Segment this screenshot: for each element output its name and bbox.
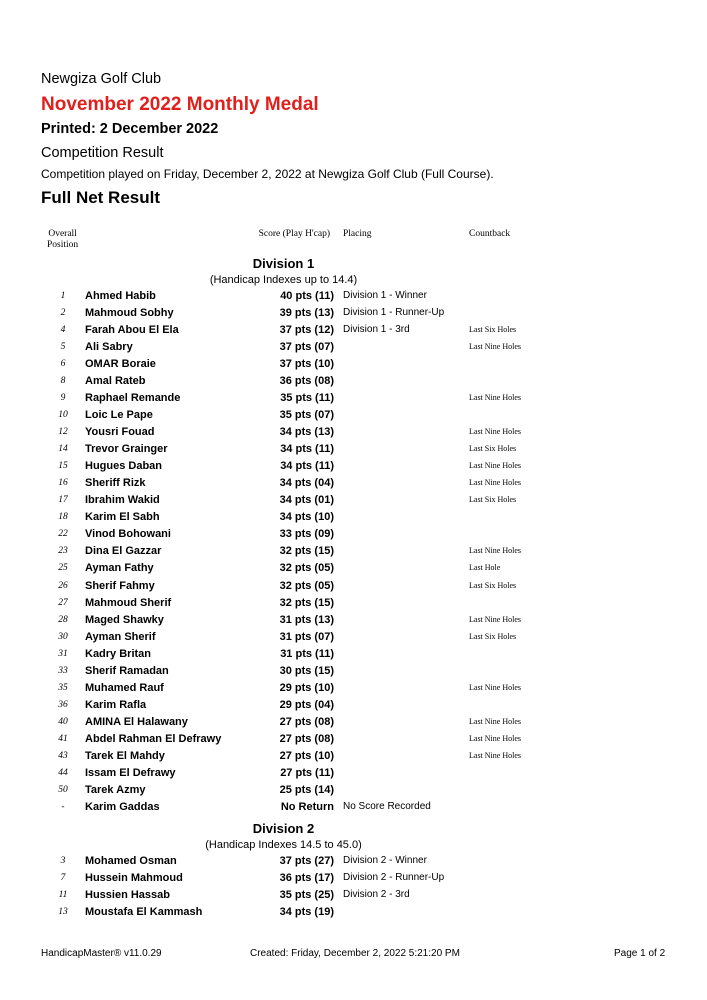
score-cell: 33 pts (09) — [279, 528, 334, 541]
score-cell: 32 pts (05) — [279, 579, 334, 592]
division-title: Division 1 — [252, 256, 315, 271]
column-header-countback: Countback — [469, 229, 511, 239]
position-cell: 1 — [60, 291, 66, 301]
score-cell: 27 pts (08) — [279, 715, 334, 728]
placing-cell: Division 2 - 3rd — [343, 889, 410, 900]
position-cell: 13 — [58, 907, 68, 917]
countback-cell: Last Nine Holes — [469, 614, 521, 624]
result-row — [0, 424, 707, 441]
score-cell: 25 pts (14) — [279, 783, 334, 796]
player-name-cell: Sherif Fahmy — [85, 579, 155, 592]
player-name-cell: Issam El Defrawy — [85, 766, 176, 779]
position-cell: 11 — [58, 890, 68, 900]
player-name-cell: Karim Gaddas — [85, 800, 160, 813]
position-cell: 36 — [58, 699, 68, 710]
footer-created: Created: Friday, December 2, 2022 5:21:20 PM — [250, 948, 460, 959]
player-name-cell: Kadry Britan — [85, 647, 152, 660]
position-cell: 16 — [58, 478, 68, 489]
position-cell: 5 — [60, 342, 66, 353]
player-name-cell: Raphael Remande — [85, 392, 181, 405]
position-cell: 28 — [58, 614, 68, 625]
result-row — [0, 526, 707, 543]
position-cell: 27 — [58, 597, 68, 608]
position-cell: 7 — [60, 873, 66, 883]
position-cell: 6 — [60, 359, 66, 370]
score-cell: 31 pts (13) — [279, 613, 334, 626]
score-cell: 34 pts (11) — [280, 460, 334, 473]
result-row — [0, 543, 707, 560]
score-cell: 31 pts (11) — [280, 647, 334, 660]
placing-cell: Division 2 - Winner — [343, 855, 427, 866]
result-row — [0, 697, 707, 714]
placing-cell: Division 1 - Winner — [343, 290, 427, 301]
result-row — [0, 595, 707, 612]
result-row — [0, 612, 707, 629]
division-subtitle: (Handicap Indexes up to 14.4) — [209, 274, 358, 286]
position-cell: 8 — [60, 376, 66, 387]
score-cell: 27 pts (10) — [279, 749, 334, 762]
position-cell: 14 — [58, 444, 68, 455]
result-row — [0, 356, 707, 373]
player-name-cell: Sheriff Rizk — [85, 477, 146, 490]
position-cell: 15 — [58, 461, 68, 472]
player-name-cell: Ali Sabry — [85, 341, 133, 354]
countback-cell: Last Nine Holes — [469, 733, 521, 743]
score-cell: No Return — [280, 800, 334, 813]
position-cell: 44 — [58, 767, 68, 778]
column-header-score: Score (Play H'cap) — [258, 229, 330, 239]
result-row — [0, 714, 707, 731]
player-name-cell: Mohamed Osman — [85, 855, 177, 867]
player-name-cell: Abdel Rahman El Defrawy — [85, 732, 222, 745]
position-cell: 33 — [58, 665, 68, 676]
player-name-cell: Moustafa El Kammash — [85, 906, 203, 918]
score-cell: 30 pts (15) — [279, 664, 334, 677]
player-name-cell: Mahmoud Sobhy — [85, 307, 174, 320]
player-name-cell: Sherif Ramadan — [85, 664, 169, 677]
score-cell: 37 pts (12) — [279, 324, 334, 337]
result-row — [0, 799, 707, 816]
countback-cell: Last Nine Holes — [469, 478, 521, 488]
player-name-cell: Karim Rafla — [85, 698, 147, 711]
position-cell: 43 — [58, 750, 68, 761]
countback-cell: Last Six Holes — [469, 495, 517, 505]
position-cell: - — [61, 801, 65, 812]
score-cell: 36 pts (08) — [279, 375, 334, 388]
placing-cell: Division 2 - Runner-Up — [343, 872, 445, 883]
player-name-cell: Ibrahim Wakid — [85, 494, 160, 507]
countback-cell: Last Six Holes — [469, 631, 517, 641]
player-name-cell: Karim El Sabh — [85, 511, 160, 524]
score-cell: 32 pts (05) — [279, 562, 334, 575]
position-cell: 22 — [58, 529, 68, 540]
score-cell: 32 pts (15) — [279, 545, 334, 558]
player-name-cell: Amal Rateb — [85, 375, 146, 388]
result-row — [0, 305, 707, 322]
countback-cell: Last Nine Holes — [469, 427, 521, 437]
score-cell: 29 pts (10) — [279, 681, 334, 694]
player-name-cell: Farah Abou El Ela — [85, 324, 179, 337]
printed-date: Printed: 2 December 2022 — [41, 121, 219, 137]
player-name-cell: Mahmoud Sherif — [85, 596, 172, 609]
countback-cell: Last Nine Holes — [469, 461, 521, 471]
player-name-cell: Tarek El Mahdy — [85, 749, 165, 762]
column-header-placing: Placing — [343, 229, 372, 239]
position-cell: 41 — [58, 733, 68, 744]
result-row — [0, 441, 707, 458]
position-cell: 23 — [58, 546, 68, 557]
position-cell: 31 — [58, 648, 68, 659]
result-row — [0, 475, 707, 492]
competition-title: November 2022 Monthly Medal — [41, 94, 319, 115]
countback-cell: Last Nine Holes — [469, 750, 521, 760]
column-header-position: Overall Position — [47, 229, 79, 250]
score-cell: 35 pts (25) — [279, 889, 334, 901]
player-name-cell: Hugues Daban — [85, 460, 163, 473]
score-cell: 27 pts (11) — [280, 766, 334, 779]
position-cell: 2 — [60, 308, 66, 319]
footer-software: HandicapMaster® v11.0.29 — [41, 948, 162, 959]
score-cell: 27 pts (08) — [279, 732, 334, 745]
result-row — [0, 870, 707, 887]
countback-cell: Last Nine Holes — [469, 682, 521, 692]
result-row — [0, 663, 707, 680]
score-cell: 37 pts (07) — [279, 341, 334, 354]
placing-cell: Division 1 - Runner-Up — [343, 307, 445, 319]
score-cell: 34 pts (10) — [279, 511, 334, 524]
competition-result-heading: Competition Result — [41, 145, 164, 161]
player-name-cell: Muhamed Rauf — [85, 681, 164, 694]
score-cell: 40 pts (11) — [280, 290, 334, 302]
position-cell: 12 — [58, 427, 68, 438]
result-row — [0, 887, 707, 904]
score-cell: 31 pts (07) — [279, 630, 334, 643]
result-row — [0, 322, 707, 339]
position-cell: 30 — [58, 631, 68, 642]
result-row — [0, 680, 707, 697]
score-cell: 34 pts (11) — [280, 443, 334, 456]
countback-cell: Last Nine Holes — [469, 716, 521, 726]
score-cell: 37 pts (27) — [279, 855, 334, 867]
countback-cell: Last Six Holes — [469, 325, 517, 335]
result-row — [0, 560, 707, 577]
result-row — [0, 578, 707, 595]
result-row — [0, 458, 707, 475]
result-row — [0, 782, 707, 799]
result-row — [0, 339, 707, 356]
player-name-cell: Maged Shawky — [85, 613, 164, 626]
result-row — [0, 904, 707, 921]
player-name-cell: Trevor Grainger — [85, 443, 168, 456]
result-row — [0, 509, 707, 526]
division-subtitle: (Handicap Indexes 14.5 to 45.0) — [205, 839, 362, 851]
player-name-cell: OMAR Boraie — [85, 358, 156, 371]
result-row — [0, 646, 707, 663]
result-row — [0, 288, 707, 305]
placing-cell: No Score Recorded — [343, 800, 431, 812]
position-cell: 10 — [58, 410, 68, 421]
player-name-cell: Loic Le Pape — [85, 409, 153, 422]
countback-cell: Last Nine Holes — [469, 546, 521, 556]
score-cell: 34 pts (01) — [279, 494, 334, 507]
result-row — [0, 407, 707, 424]
result-row — [0, 373, 707, 390]
score-cell: 35 pts (11) — [280, 392, 334, 405]
countback-cell: Last Six Holes — [469, 580, 517, 590]
result-row — [0, 853, 707, 870]
result-row — [0, 629, 707, 646]
position-cell: 26 — [58, 580, 68, 591]
position-cell: 18 — [58, 512, 68, 523]
result-row — [0, 390, 707, 407]
position-cell: 17 — [58, 495, 68, 506]
score-cell: 36 pts (17) — [279, 872, 334, 884]
position-cell: 4 — [60, 325, 66, 336]
position-cell: 25 — [58, 563, 68, 574]
player-name-cell: Tarek Azmy — [85, 783, 146, 796]
footer-page-number: Page 1 of 2 — [614, 948, 666, 959]
player-name-cell: Dina El Gazzar — [85, 545, 162, 558]
score-cell: 35 pts (07) — [279, 409, 334, 422]
section-title: Full Net Result — [41, 188, 161, 207]
division-title: Division 2 — [252, 821, 315, 836]
player-name-cell: Ayman Sherif — [85, 630, 156, 643]
result-row — [0, 492, 707, 509]
placing-cell: Division 1 - 3rd — [343, 324, 410, 336]
score-cell: 29 pts (04) — [279, 698, 334, 711]
countback-cell: Last Nine Holes — [469, 393, 521, 403]
countback-cell: Last Six Holes — [469, 444, 517, 454]
player-name-cell: AMINA El Halawany — [85, 715, 188, 728]
score-cell: 34 pts (04) — [279, 477, 334, 490]
player-name-cell: Hussien Hassab — [85, 889, 170, 901]
club-name: Newgiza Golf Club — [41, 71, 162, 87]
player-name-cell: Ayman Fathy — [85, 562, 154, 575]
countback-cell: Last Hole — [469, 563, 501, 573]
score-cell: 39 pts (13) — [279, 307, 334, 320]
player-name-cell: Vinod Bohowani — [85, 528, 171, 541]
position-cell: 9 — [60, 393, 66, 404]
score-cell: 32 pts (15) — [279, 596, 334, 609]
result-row — [0, 731, 707, 748]
position-cell: 3 — [60, 856, 66, 866]
played-description: Competition played on Friday, December 2, 2022 at Newgiza Golf Club (Full Course). — [41, 167, 494, 181]
score-cell: 34 pts (19) — [279, 906, 334, 918]
player-name-cell: Hussein Mahmoud — [85, 872, 183, 884]
player-name-cell: Ahmed Habib — [85, 290, 156, 302]
score-cell: 37 pts (10) — [279, 358, 334, 371]
countback-cell: Last Nine Holes — [469, 342, 521, 352]
position-cell: 35 — [58, 682, 68, 693]
result-row — [0, 748, 707, 765]
result-row — [0, 765, 707, 782]
position-cell: 40 — [58, 716, 68, 727]
position-cell: 50 — [58, 784, 68, 795]
player-name-cell: Yousri Fouad — [85, 426, 155, 439]
score-cell: 34 pts (13) — [279, 426, 334, 439]
